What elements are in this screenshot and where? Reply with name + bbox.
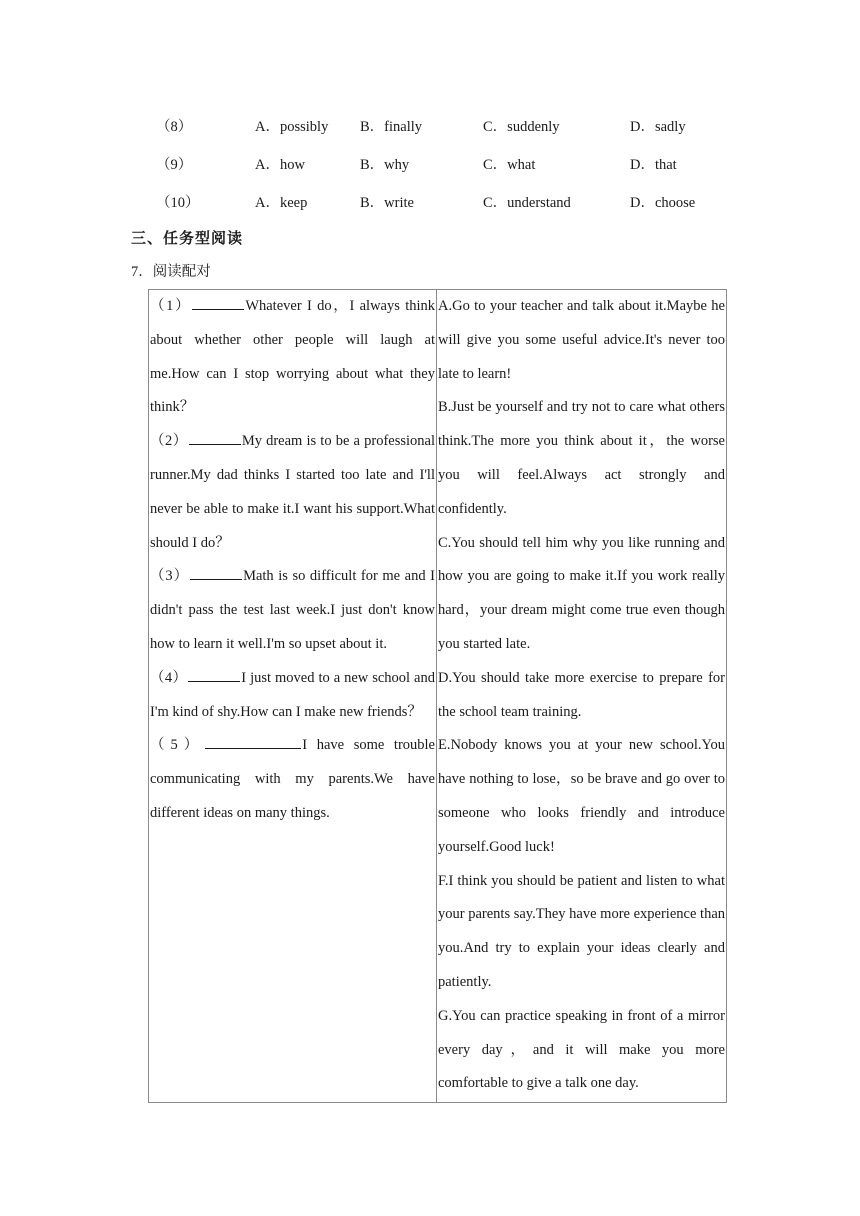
option-c: C．what [483,157,536,173]
answer-option: D.You should take more exercise to prepare for the school team training. [438,669,725,720]
answer-blank[interactable] [205,747,301,749]
questions-cell [149,290,437,1103]
option-a: A．keep [255,195,308,211]
question-label: 7．阅读配对 [131,264,211,280]
option-c: C．suddenly [483,119,560,135]
question-item: （4） I just moved to a new school and I'm kind of shy.How can I make new friends？ [150,669,435,720]
question-item: （1） Whatever I do，I always think about whether other people will laugh at me.How can I stop worrying about what they think？ [150,298,435,416]
option-d: D．sadly [630,119,686,135]
question-number: （10） [156,195,200,211]
answer-blank[interactable] [189,443,241,445]
answer-blank[interactable] [188,680,240,682]
question-item: （2） My dream is to be a professional runner.My dad thinks I started too late and I'll never be able to make it.I want his support.What should I do？ [150,433,435,551]
option-b: B．write [360,195,414,211]
option-b: B．finally [360,119,423,135]
answer-option: F.I think you should be patient and listen to what your parents say.They have more experience than you.And try to explain your ideas clearly and patiently. [438,872,725,990]
answer-option: G.You can practice speaking in front of a mirror every day，and it will make you more comfortable to give a talk one day. [438,1007,725,1092]
option-d: D．that [630,157,677,173]
answer-option: B.Just be yourself and try not to care what others think.The more you think about it，the worse you will feel.Always act strongly and confidently. [438,399,725,517]
answer-blank[interactable] [190,578,242,580]
option-b: B．why [360,157,410,173]
option-c: C．understand [483,195,571,211]
answers-cell [437,290,727,1103]
question-number: （8） [156,119,193,135]
question-item: （5） I have some trouble communicating with my parents.We have different ideas on many things. [150,737,435,821]
answer-blank[interactable] [192,308,244,310]
option-row-10 [0,191,860,215]
matching-table [148,289,727,1103]
question-number: （9） [156,157,193,173]
section-heading: 三、任务型阅读 [131,229,244,247]
option-d: D．choose [630,195,696,211]
question-item: （3） Math is so difficult for me and I didn't pass the test last week.I just don't know how to learn it well.I'm so upset about it. [150,568,435,652]
option-a: A．how [255,157,305,173]
answer-option: E.Nobody knows you at your new school.You have nothing to lose，so be brave and go over to someone who looks friendly and introduce yourself.Good luck! [438,737,725,855]
option-a: A．possibly [255,119,329,135]
answer-option: C.You should tell him why you like running and how you are going to make it.If you work really hard，your dream might come true even though you started late. [438,534,725,652]
option-row-9 [0,153,860,177]
answer-option: A.Go to your teacher and talk about it.Maybe he will give you some useful advice.It's never too late to learn! [438,298,725,382]
option-row-8 [0,115,860,139]
